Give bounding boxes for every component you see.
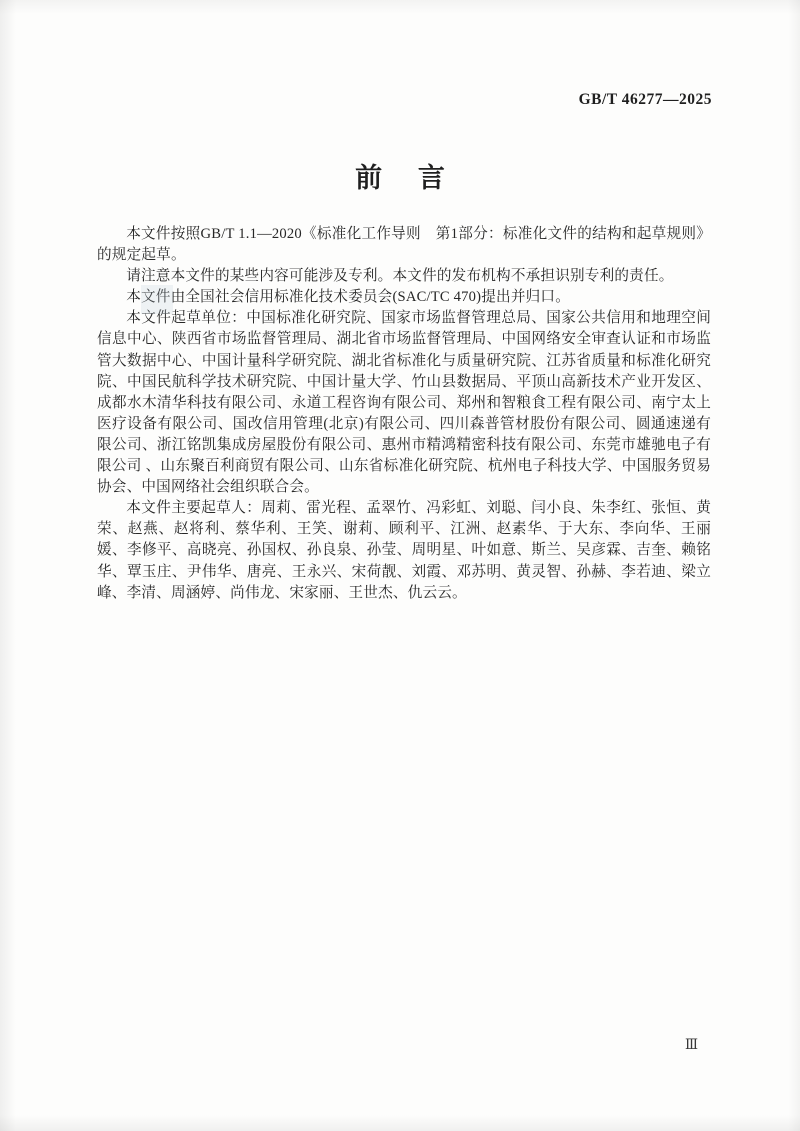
page-title-char-left: 前 [355, 163, 383, 193]
foreword-paragraph-drafters: 本文件主要起草人：周莉、雷光程、孟翠竹、冯彩虹、刘聪、闫小良、朱李红、张恒、黄荣、赵燕、赵将利、蔡华利、王笑、谢莉、顾利平、江洲、赵素华、于大东、李向华、王丽媛、李修平、高晓亮、孙国权、孙良泉、孙莹、周明星、叶如意、斯兰、吴彦霖、吉奎、赖铭华、覃玉庄、尹伟华、唐亮、王永兴、宋荷靓、刘霞、邓苏明、黄灵智、孙赫、李若迪、梁立峰、李清、周涵婷、尚伟龙、宋家丽、王世杰、仇云云。 [97, 500, 711, 601]
standard-doc-code: GB/T 46277—2025 [578, 91, 712, 108]
foreword-paragraph-committee: 本文件由全国社会信用标准化技术委员会(SAC/TC 470)提出并归口。 [126, 289, 570, 306]
foreword-paragraph-drafting-units: 本文件起草单位：中国标准化研究院、国家市场监督管理总局、国家公共信用和地理空间信息中心、陕西省市场监督管理局、湖北省市场监督管理局、中国网络安全审查认证和市场监管大数据中心、中国计量科学研究院、湖北省标准化与质量研究院、江苏省质量和标准化研究院、中国民航科学技术研究院、中国计量大学、竹山县数据局、平顶山高新技术产业开发区、成都水木清华科技有限公司、永道工程咨询有限公司、郑州和智粮食工程有限公司、南宁太上医疗设备有限公司、国改信用管理(北京)有限公司、四川森普管材股份有限公司、圆通速递有限公司、浙江铭凯集成房屋股份有限公司、惠州市精鸿精密科技有限公司、东莞市雄驰电子有限公司 、山东聚百利商贸有限公司、山东省标准化研究院、杭州电子科技大学、中国服务贸易协会、中国网络社会组织联合会。 [97, 310, 711, 496]
foreword-body [97, 224, 711, 604]
foreword-paragraph-patent-notice: 请注意本文件的某些内容可能涉及专利。本文件的发布机构不承担识别专利的责任。 [126, 268, 674, 285]
page-number: Ⅲ [685, 1037, 699, 1052]
page-title-char-right: 言 [417, 163, 445, 193]
page-title [0, 156, 800, 195]
foreword-paragraph-basis: 本文件按照GB/T 1.1—2020《标准化工作导则 第1部分：标准化文件的结构和起草规则》的规定起草。 [97, 226, 711, 264]
